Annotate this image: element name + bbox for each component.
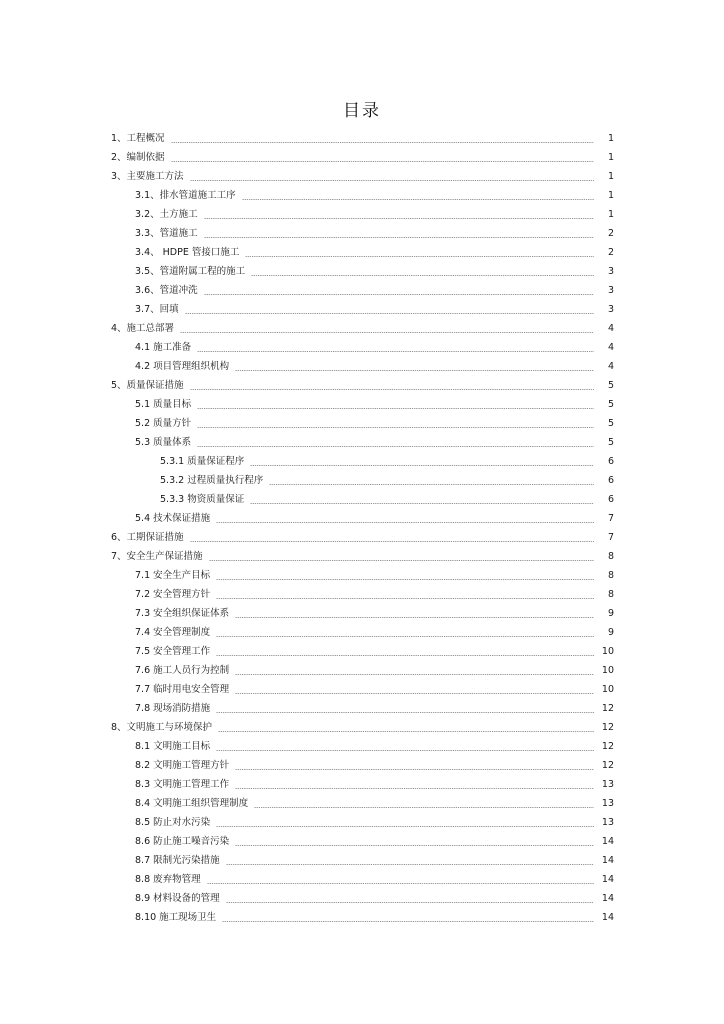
toc-entry-label: 3.1、排水管道施工工序 bbox=[135, 190, 236, 201]
toc-entry-label: 3、主要施工方法 bbox=[111, 171, 184, 182]
toc-entry-label: 7、安全生产保证措施 bbox=[111, 551, 203, 562]
dot-leader bbox=[226, 864, 594, 865]
toc-page-number: 14 bbox=[601, 874, 614, 885]
toc-entry[interactable] bbox=[135, 679, 614, 696]
toc-page-number: 9 bbox=[607, 627, 614, 638]
toc-entry-label: 8、文明施工与环境保护 bbox=[111, 722, 213, 733]
toc-page-number: 9 bbox=[607, 608, 614, 619]
toc-entry[interactable] bbox=[135, 204, 614, 221]
toc-entry-label: 7.2 安全管理方针 bbox=[135, 589, 211, 600]
toc-entry[interactable] bbox=[111, 128, 614, 145]
page-title: 目录 bbox=[343, 101, 381, 121]
dot-leader bbox=[235, 370, 594, 371]
toc-entry-label: 8.9 材料设备的管理 bbox=[135, 893, 220, 904]
toc-entry-label: 8.8 废弃物管理 bbox=[135, 874, 201, 885]
toc-page-number: 3 bbox=[607, 304, 614, 315]
toc-entry-label: 5.3.3 物资质量保证 bbox=[160, 494, 245, 505]
dot-leader bbox=[216, 655, 594, 656]
toc-entry-label: 8.10 施工现场卫生 bbox=[135, 912, 217, 923]
toc-page-number: 12 bbox=[601, 741, 614, 752]
dot-leader bbox=[218, 731, 594, 732]
dot-leader bbox=[171, 161, 594, 162]
toc-page-number: 12 bbox=[601, 760, 614, 771]
toc-entry[interactable] bbox=[111, 527, 614, 544]
toc-entry-label: 8.5 防止对水污染 bbox=[135, 817, 211, 828]
dot-leader bbox=[216, 579, 594, 580]
toc-entry[interactable] bbox=[135, 413, 614, 430]
toc-page-number: 13 bbox=[601, 779, 614, 790]
toc-entry-label: 4.2 项目管理组织机构 bbox=[135, 361, 230, 372]
toc-entry-label: 7.3 安全组织保证体系 bbox=[135, 608, 230, 619]
dot-leader bbox=[251, 275, 594, 276]
toc-entry-label: 8.6 防止施工噪音污染 bbox=[135, 836, 230, 847]
dot-leader bbox=[171, 142, 594, 143]
dot-leader bbox=[216, 636, 594, 637]
dot-leader bbox=[204, 237, 594, 238]
toc-entry[interactable] bbox=[135, 736, 614, 753]
toc-entry-label: 6、工期保证措施 bbox=[111, 532, 184, 543]
toc-entry-label: 5.3.1 质量保证程序 bbox=[160, 456, 245, 467]
toc-page-number: 5 bbox=[607, 437, 614, 448]
dot-leader bbox=[197, 351, 594, 352]
toc-entry-label: 5.2 质量方针 bbox=[135, 418, 192, 429]
toc-entry-label: 3.7、回填 bbox=[135, 304, 179, 315]
toc-page-number: 10 bbox=[601, 665, 614, 676]
toc-page-number: 4 bbox=[607, 361, 614, 372]
toc-page-number: 14 bbox=[601, 855, 614, 866]
toc-entry[interactable] bbox=[111, 147, 614, 164]
toc-page-number: 8 bbox=[607, 589, 614, 600]
toc-entry[interactable] bbox=[160, 470, 614, 487]
toc-entry[interactable] bbox=[135, 299, 614, 316]
toc-page-number: 12 bbox=[601, 722, 614, 733]
toc-page-number: 5 bbox=[607, 399, 614, 410]
dot-leader bbox=[222, 921, 594, 922]
dot-leader bbox=[235, 674, 594, 675]
dot-leader bbox=[190, 180, 594, 181]
toc-page-number: 7 bbox=[607, 532, 614, 543]
toc-entry[interactable] bbox=[135, 337, 614, 354]
toc-page-number: 3 bbox=[607, 266, 614, 277]
toc-entry[interactable] bbox=[135, 185, 614, 202]
dot-leader bbox=[185, 313, 594, 314]
toc-entry-label: 8.3 文明施工管理工作 bbox=[135, 779, 230, 790]
toc-page-number: 1 bbox=[607, 171, 614, 182]
toc-entry[interactable] bbox=[135, 660, 614, 677]
toc-entry[interactable] bbox=[135, 584, 614, 601]
dot-leader bbox=[190, 541, 594, 542]
dot-leader bbox=[197, 446, 594, 447]
toc-entry[interactable] bbox=[135, 698, 614, 715]
toc-entry-label: 1、工程概况 bbox=[111, 133, 165, 144]
toc-entry[interactable] bbox=[135, 812, 614, 829]
toc-page-number: 12 bbox=[601, 703, 614, 714]
dot-leader bbox=[235, 845, 594, 846]
toc-entry[interactable] bbox=[135, 242, 614, 259]
dot-leader bbox=[197, 408, 594, 409]
dot-leader bbox=[216, 826, 594, 827]
toc-entry-label: 3.6、管道冲洗 bbox=[135, 285, 198, 296]
toc-entry[interactable] bbox=[160, 489, 614, 506]
toc-entry-label: 7.5 安全管理工作 bbox=[135, 646, 211, 657]
toc-entry[interactable] bbox=[135, 280, 614, 297]
toc-entry[interactable] bbox=[135, 394, 614, 411]
dot-leader bbox=[209, 560, 594, 561]
toc-page-number: 10 bbox=[601, 684, 614, 695]
toc-entry-label: 4、施工总部署 bbox=[111, 323, 175, 334]
toc-entry-label: 7.4 安全管理制度 bbox=[135, 627, 211, 638]
toc-page-number: 10 bbox=[601, 646, 614, 657]
toc-entry[interactable] bbox=[135, 223, 614, 240]
dot-leader bbox=[204, 218, 594, 219]
toc-entry[interactable] bbox=[135, 793, 614, 810]
toc-page-number: 4 bbox=[607, 342, 614, 353]
toc-entry-label: 4.1 施工准备 bbox=[135, 342, 192, 353]
toc-page-number: 1 bbox=[607, 133, 614, 144]
toc-page-number: 14 bbox=[601, 893, 614, 904]
toc-entry[interactable] bbox=[111, 546, 614, 563]
toc-entry[interactable] bbox=[135, 831, 614, 848]
dot-leader bbox=[235, 693, 594, 694]
toc-page-number: 6 bbox=[607, 494, 614, 505]
toc-entry-label: 5.3 质量体系 bbox=[135, 437, 192, 448]
toc-page-number: 5 bbox=[607, 418, 614, 429]
toc-page-number: 8 bbox=[607, 570, 614, 581]
dot-leader bbox=[216, 712, 594, 713]
toc-entry-label: 5.4 技术保证措施 bbox=[135, 513, 211, 524]
toc-entry[interactable] bbox=[135, 641, 614, 658]
toc-page-number: 7 bbox=[607, 513, 614, 524]
toc-page-number: 8 bbox=[607, 551, 614, 562]
dot-leader bbox=[242, 199, 594, 200]
dot-leader bbox=[197, 427, 594, 428]
toc-entry-label: 7.7 临时用电安全管理 bbox=[135, 684, 230, 695]
toc-entry[interactable] bbox=[135, 356, 614, 373]
dot-leader bbox=[216, 750, 594, 751]
dot-leader bbox=[180, 332, 594, 333]
toc-entry[interactable] bbox=[111, 375, 614, 392]
dot-leader bbox=[204, 294, 594, 295]
dot-leader bbox=[235, 788, 594, 789]
dot-leader bbox=[226, 902, 594, 903]
toc-entry[interactable] bbox=[135, 261, 614, 278]
toc-entry[interactable] bbox=[135, 565, 614, 582]
toc-entry-label: 8.7 限制光污染措施 bbox=[135, 855, 220, 866]
toc-entry[interactable] bbox=[135, 774, 614, 791]
toc-page-number: 4 bbox=[607, 323, 614, 334]
dot-leader bbox=[216, 598, 594, 599]
toc-entry-label: 8.4 文明施工组织管理制度 bbox=[135, 798, 249, 809]
toc-page-number: 5 bbox=[607, 380, 614, 391]
toc-entry-label: 3.5、管道附属工程的施工 bbox=[135, 266, 246, 277]
toc-entry[interactable] bbox=[135, 869, 614, 886]
toc-page-number: 2 bbox=[607, 247, 614, 258]
toc-page-number: 14 bbox=[601, 836, 614, 847]
toc-entry-label: 5.3.2 过程质量执行程序 bbox=[160, 475, 264, 486]
toc-entry[interactable] bbox=[135, 850, 614, 867]
toc-page-number: 6 bbox=[607, 456, 614, 467]
dot-leader bbox=[216, 522, 594, 523]
toc-entry[interactable] bbox=[135, 755, 614, 772]
toc-entry[interactable] bbox=[135, 907, 614, 924]
dot-leader bbox=[235, 769, 594, 770]
dot-leader bbox=[250, 465, 594, 466]
toc-entry[interactable] bbox=[111, 717, 614, 734]
toc-entry-label: 2、编制依据 bbox=[111, 152, 165, 163]
toc-page-number: 1 bbox=[607, 190, 614, 201]
toc-entry[interactable] bbox=[135, 622, 614, 639]
dot-leader bbox=[250, 503, 594, 504]
toc-entry-label: 7.1 安全生产目标 bbox=[135, 570, 211, 581]
toc-page-number: 3 bbox=[607, 285, 614, 296]
toc-entry[interactable] bbox=[111, 166, 614, 183]
toc-page-number: 13 bbox=[601, 817, 614, 828]
toc-entry-label: 3.2、土方施工 bbox=[135, 209, 198, 220]
toc-entry-label: 8.1 文明施工目标 bbox=[135, 741, 211, 752]
toc-page-number: 1 bbox=[607, 209, 614, 220]
dot-leader bbox=[207, 883, 594, 884]
toc-entry-label: 7.6 施工人员行为控制 bbox=[135, 665, 230, 676]
dot-leader bbox=[235, 617, 594, 618]
toc-entry[interactable] bbox=[135, 508, 614, 525]
dot-leader bbox=[269, 484, 594, 485]
toc-entry-label: 7.8 现场消防措施 bbox=[135, 703, 211, 714]
toc-page-number: 6 bbox=[607, 475, 614, 486]
toc-entry[interactable] bbox=[135, 432, 614, 449]
toc-entry-label: 3.3、管道施工 bbox=[135, 228, 198, 239]
toc-entry-label: 3.4、 HDPE 管接口施工 bbox=[135, 247, 240, 258]
toc-entry[interactable] bbox=[135, 603, 614, 620]
dot-leader bbox=[245, 256, 594, 257]
toc-entry[interactable] bbox=[160, 451, 614, 468]
toc-entry-label: 5.1 质量目标 bbox=[135, 399, 192, 410]
toc-entry[interactable] bbox=[135, 888, 614, 905]
toc-page-number: 13 bbox=[601, 798, 614, 809]
toc-page-number: 1 bbox=[607, 152, 614, 163]
toc-entry-label: 5、质量保证措施 bbox=[111, 380, 184, 391]
toc-page-number: 2 bbox=[607, 228, 614, 239]
toc-entry-label: 8.2 文明施工管理方针 bbox=[135, 760, 230, 771]
dot-leader bbox=[190, 389, 594, 390]
toc-entry[interactable] bbox=[111, 318, 614, 335]
toc-page-number: 14 bbox=[601, 912, 614, 923]
dot-leader bbox=[254, 807, 594, 808]
